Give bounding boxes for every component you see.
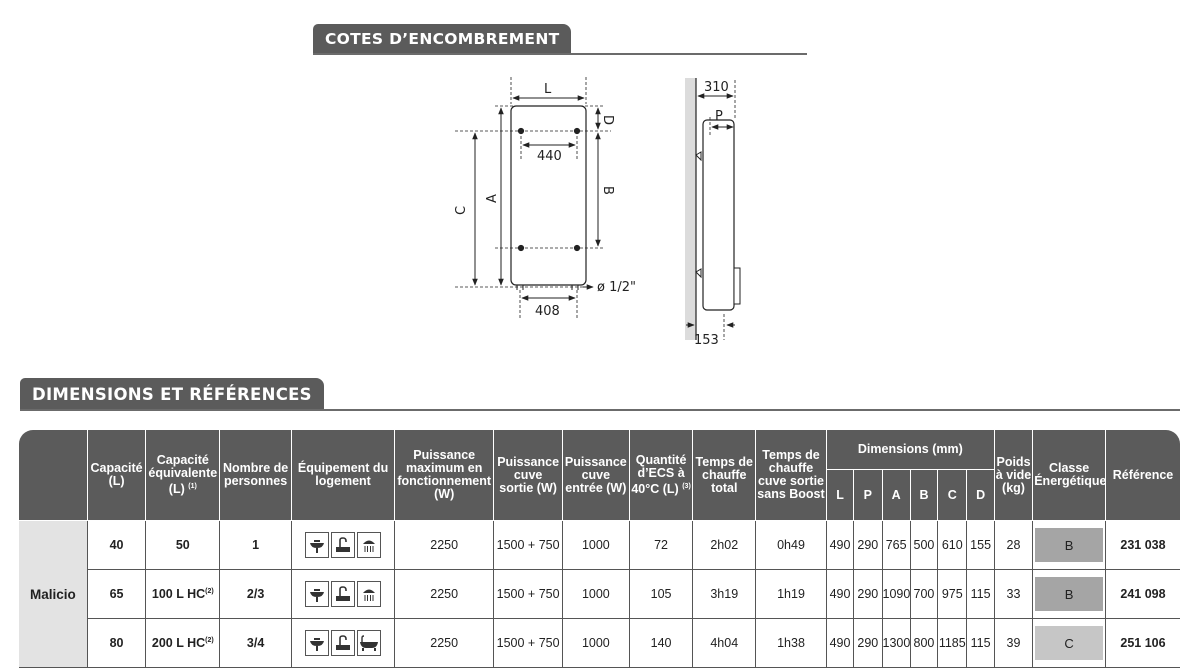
douche-icon [357, 581, 381, 607]
dim-D-label: D [600, 115, 615, 126]
quantite-ecs-cell: 140 [630, 619, 694, 668]
dim-440-label: 440 [537, 149, 562, 164]
temps-total-cell: 4h04 [693, 619, 756, 668]
section-title-dimensions: DIMENSIONS ET RÉFÉRENCES [20, 378, 324, 410]
temps-total-cell: 3h19 [693, 570, 756, 619]
puissance-max-cell: 2250 [395, 619, 494, 668]
header-personnes: Nombre de personnes [220, 430, 292, 521]
puissance-sortie-cell: 1500 + 750 [494, 521, 563, 570]
header-reference: Référence [1106, 430, 1180, 521]
reference-cell: 231 038 [1106, 521, 1180, 570]
header-equipement: Équipement du logement [292, 430, 395, 521]
dim-d-cell: 155 [967, 521, 994, 570]
baignoire-icon [357, 630, 381, 656]
equipement-cell [292, 570, 395, 619]
dim-c-cell: 1185 [938, 619, 967, 668]
wall [685, 78, 696, 340]
energy-class-badge: B [1035, 577, 1103, 611]
capacite-equivalente-value: 100 L HC [151, 587, 206, 601]
model-name: Malicio [19, 521, 88, 668]
dim-a-cell: 1300 [883, 619, 911, 668]
dim-l-cell: 490 [827, 570, 854, 619]
poids-cell: 28 [995, 521, 1033, 570]
table-row [19, 570, 1180, 619]
header-puissance-sortie: Puissance cuve sortie (W) [494, 430, 563, 521]
capacite-cell: 65 [88, 570, 147, 619]
header-classe: Classe Énergétique [1033, 430, 1106, 521]
header-puissance-max: Puissance maximum en fonctionnement (W) [395, 430, 494, 521]
dim-p-cell: 290 [854, 570, 882, 619]
energy-class-badge: C [1035, 626, 1103, 660]
dim-p-cell: 290 [854, 521, 882, 570]
dim-a-cell: 765 [883, 521, 911, 570]
dim-B-label: B [600, 186, 615, 195]
puissance-sortie-cell: 1500 + 750 [494, 619, 563, 668]
header-capacite: Capacité (L) [88, 430, 147, 521]
section-title-cotes: COTES D’ENCOMBREMENT [313, 24, 571, 54]
header-puissance-entree: Puissance cuve entrée (W) [563, 430, 630, 521]
temps-boost-cell: 1h19 [756, 570, 827, 619]
reference-cell: 251 106 [1106, 619, 1180, 668]
dim-b-cell: 500 [911, 521, 938, 570]
puissance-sortie-cell: 1500 + 750 [494, 570, 563, 619]
reference-cell: 241 098 [1106, 570, 1180, 619]
dim-b-cell: 700 [911, 570, 938, 619]
section-divider [20, 409, 1180, 411]
capacite-cell: 40 [88, 521, 147, 570]
personnes-cell: 3/4 [220, 619, 292, 668]
dim-310-label: 310 [704, 80, 729, 95]
poids-cell: 33 [995, 570, 1033, 619]
lavabo-icon [305, 532, 329, 558]
lavabo-icon [305, 581, 329, 607]
capacite-equivalente-cell [146, 570, 220, 619]
quantite-ecs-cell: 72 [630, 521, 694, 570]
classe-cell [1033, 521, 1106, 570]
header-dimensions: Dimensions (mm) [827, 430, 995, 470]
footnote-marker: (2) [205, 587, 214, 595]
section-divider [313, 53, 807, 55]
capacite-cell: 80 [88, 619, 147, 668]
puissance-entree-cell: 1000 [563, 619, 630, 668]
evier-icon [331, 581, 355, 607]
puissance-entree-cell: 1000 [563, 570, 630, 619]
equipement-cell [292, 521, 395, 570]
header-poids: Poids à vide (kg) [995, 430, 1033, 521]
side-view-body [703, 120, 734, 310]
header-quantite-ecs: Quantité d’ECS à 40°C (L) $^{(3)}$ [630, 430, 694, 521]
dim-d-cell: 115 [967, 619, 994, 668]
dim-b-cell: 800 [911, 619, 938, 668]
puissance-max-cell: 2250 [395, 521, 494, 570]
dim-L-label: L [544, 82, 552, 97]
pipe-diameter-label: ø 1/2" [597, 280, 636, 295]
douche-icon [357, 532, 381, 558]
dim-l-cell: 490 [827, 521, 854, 570]
capacite-equivalente-cell [146, 521, 220, 570]
dim-d-cell: 115 [967, 570, 994, 619]
header-dim-p: P [854, 470, 882, 521]
capacite-equivalente-value: 50 [175, 538, 190, 552]
dim-c-cell: 610 [938, 521, 967, 570]
dim-p-cell: 290 [854, 619, 882, 668]
capacite-equivalente-value: 200 L HC [151, 636, 206, 650]
dim-a-cell: 1090 [883, 570, 911, 619]
header-model [19, 430, 88, 521]
temps-total-cell: 2h02 [693, 521, 756, 570]
table-row [19, 521, 1180, 570]
evier-icon [331, 630, 355, 656]
header-dim-c: C [938, 470, 967, 521]
classe-cell [1033, 570, 1106, 619]
poids-cell: 39 [995, 619, 1033, 668]
dim-l-cell: 490 [827, 619, 854, 668]
references-table [19, 430, 1180, 668]
header-temps-boost: Temps de chauffe cuve sortie sans Boost [756, 430, 827, 521]
header-capacite-equivalente: Capacité équivalente (L) $^{(1)}$ [146, 430, 220, 521]
dim-C-label: C [454, 205, 469, 215]
temps-boost-cell: 0h49 [756, 521, 827, 570]
dim-c-cell: 975 [938, 570, 967, 619]
quantite-ecs-cell: 105 [630, 570, 694, 619]
dim-P-label: P [715, 109, 723, 124]
personnes-cell: 1 [220, 521, 292, 570]
header-dim-b: B [911, 470, 938, 521]
dim-A-label: A [485, 194, 500, 203]
header-temps-total: Temps de chauffe total [693, 430, 756, 521]
puissance-max-cell: 2250 [395, 570, 494, 619]
energy-class-badge: B [1035, 528, 1103, 562]
dimension-drawing [0, 60, 1200, 360]
header-dim-d: D [967, 470, 994, 521]
puissance-entree-cell: 1000 [563, 521, 630, 570]
temps-boost-cell: 1h38 [756, 619, 827, 668]
header-dim-l: L [827, 470, 854, 521]
header-dim-a: A [883, 470, 911, 521]
lavabo-icon [305, 630, 329, 656]
dim-153-label: 153 [694, 333, 719, 348]
personnes-cell: 2/3 [220, 570, 292, 619]
evier-icon [331, 532, 355, 558]
dim-408-label: 408 [535, 304, 560, 319]
footnote-marker: (2) [205, 636, 214, 644]
